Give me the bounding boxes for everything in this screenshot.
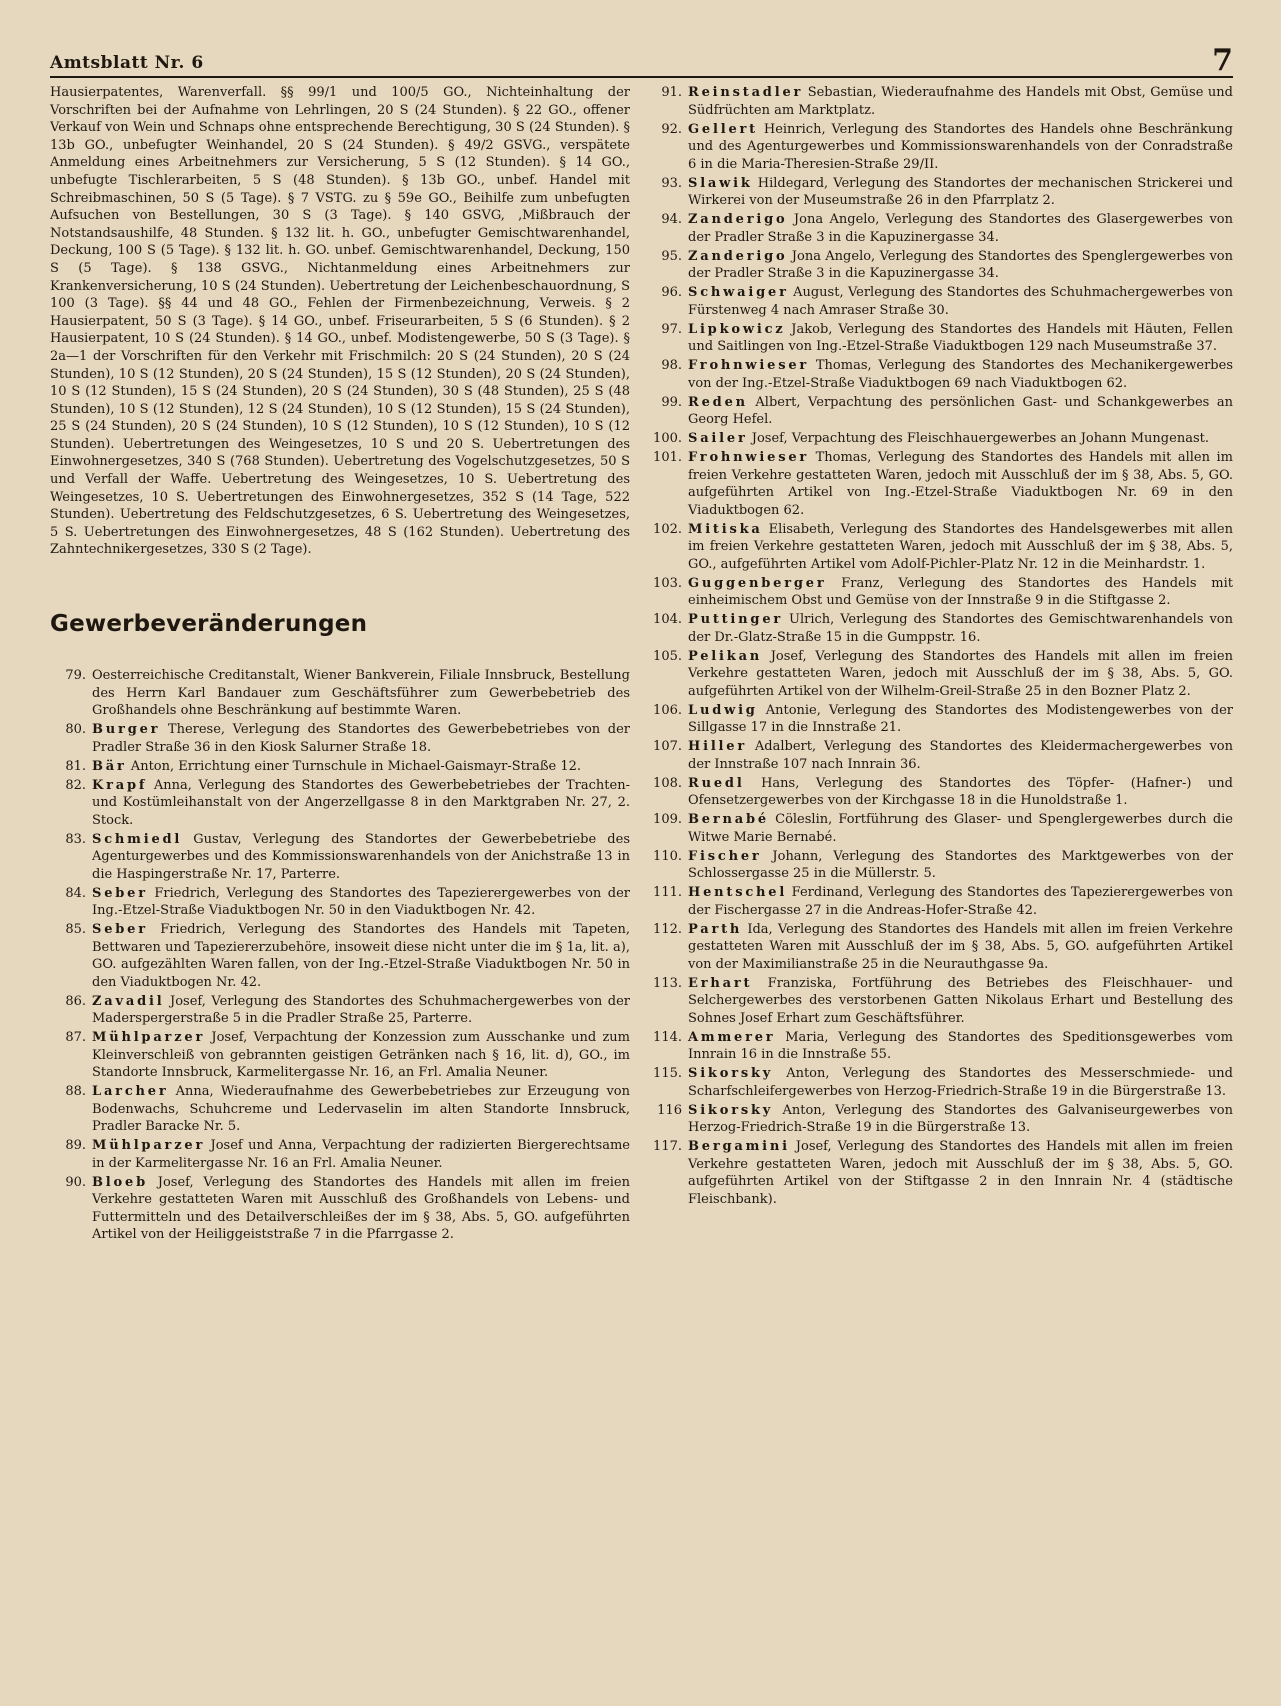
- entry-name: Mühlparzer: [92, 1030, 206, 1046]
- list-item: [50, 921, 630, 991]
- entry-text: [688, 175, 1233, 210]
- right-entry-list: [652, 84, 1233, 1208]
- entry-text: [688, 775, 1233, 810]
- entry-text: [688, 884, 1233, 919]
- entry-text: [688, 648, 1233, 701]
- left-column: [50, 84, 630, 1245]
- entry-text: [92, 1174, 630, 1244]
- entry-text: [688, 811, 1233, 846]
- list-item: [50, 1083, 630, 1136]
- list-item: [652, 211, 1233, 246]
- list-item: [50, 993, 630, 1028]
- entry-number: 84.: [65, 885, 86, 901]
- entry-text: [92, 921, 630, 991]
- entry-text: [688, 848, 1233, 883]
- list-item: [50, 885, 630, 920]
- entry-description: Ulrich, Verlegung des Standortes des Gemischtwarenhandels von der Dr.-Glatz-Straße 15 in die Gumppstr. 16.: [688, 612, 1233, 645]
- list-item: [50, 758, 630, 776]
- entry-text: [688, 84, 1233, 119]
- entry-name: Krapf: [92, 777, 148, 793]
- list-item: [652, 975, 1233, 1028]
- list-item: [652, 811, 1233, 846]
- entry-number: 97.: [661, 321, 682, 337]
- entry-description: Hildegard, Verlegung des Standortes der mechanischen Strickerei und Wirkerei von der Museumstraße 26 in den Pfarrplatz 2.: [688, 175, 1233, 208]
- list-item: [652, 430, 1233, 448]
- entry-text: [688, 1102, 1233, 1137]
- entry-text: [688, 449, 1233, 519]
- list-item: [652, 921, 1233, 974]
- entry-name: Reinstadler: [688, 85, 804, 100]
- entry-description: Josef, Verlegung des Standortes des Handels mit allen im freien Verkehre gestatteten Waren mit Ausschluß des Großhandels von Lebens- und Futtermitteln und des Detailverschleißes der im § 38, Abs. 5, GO. aufgeführten Artikel von der Heiliggeiststraße 7 in die Pfarrgasse 2.: [92, 1174, 630, 1243]
- entry-description: Josef, Verlegung des Standortes des Schuhmachergewerbes von der Maderspergerstraße 5 in die Pradler Straße 25, Parterre.: [92, 993, 630, 1027]
- entry-description: Friedrich, Verlegung des Standortes des Tapezierergewerbes von der Ing.-Etzel-Straße Viaduktbogen Nr. 50 in den Viaduktbogen Nr. 42.: [92, 885, 630, 919]
- entry-text: [92, 667, 630, 720]
- entry-description: Gustav, Verlegung des Standortes der Gewerbebetriebe des Agenturgewerbes und des Kommissionswarenhandels von der Anichstraße 13 in die Haspingerstraße Nr. 17, Parterre.: [92, 831, 630, 882]
- entry-text: [688, 211, 1233, 246]
- entry-name: Pelikan: [688, 648, 763, 664]
- entry-number: 99.: [661, 394, 682, 410]
- list-item: [652, 611, 1233, 646]
- entry-description: Anton, Verlegung des Standortes des Messerschmiede- und Scharfschleifergewerbes von Herzog-Friedrich-Straße 19 in die Bürgerstraße 13.: [688, 1066, 1233, 1099]
- entry-text: [688, 248, 1233, 283]
- entry-number: 115.: [653, 1066, 682, 1081]
- entry-number: 80.: [65, 722, 86, 738]
- entry-text: [688, 284, 1233, 319]
- entry-description: Cöleslin, Fortführung des Glaser- und Spenglergewerbes durch die Witwe Marie Bernabé.: [688, 812, 1233, 845]
- entry-name: Slawik: [688, 175, 753, 191]
- entry-number: 114.: [653, 1029, 682, 1045]
- entry-number: 109.: [653, 812, 682, 827]
- entry-number: 83.: [65, 831, 86, 847]
- entry-name: Zavadil: [92, 993, 165, 1009]
- list-item: [50, 1174, 630, 1244]
- entry-description: Maria, Verlegung des Standortes des Speditionsgewerbes vom Innrain 16 in die Innstraße 55.: [688, 1029, 1233, 1062]
- entry-description: Anna, Wiederaufnahme des Gewerbebetriebes zur Erzeugung von Bodenwachs, Schuhcreme und Ledervaselin im alten Standorte Innsbruck, Pradler Baracke Nr. 5.: [92, 1084, 630, 1135]
- entry-number: 117.: [653, 1139, 682, 1154]
- entry-number: 107.: [653, 739, 682, 754]
- entry-text: [92, 721, 630, 756]
- entry-name: Frohnwieser: [688, 450, 810, 465]
- entry-number: 103.: [653, 575, 682, 591]
- entry-number: 101.: [653, 450, 682, 465]
- list-item: [652, 357, 1233, 392]
- entry-text: [92, 831, 630, 884]
- entry-name: Schwaiger: [688, 285, 789, 300]
- entry-description: Franz, Verlegung des Standortes des Handels mit einheimischem Obst und Gemüse von der Innstraße 9 in die Stiftgasse 2.: [688, 575, 1233, 608]
- entry-name: Frohnwieser: [688, 358, 810, 373]
- entry-description: Anton, Verlegung des Standortes des Galvaniseurgewerbes von Herzog-Friedrich-Straße 19 in die Bürgerstraße 13.: [688, 1102, 1233, 1135]
- list-item: [652, 775, 1233, 810]
- entry-number: 82.: [65, 777, 86, 793]
- entry-description: Josef, Verpachtung der Konzession zum Ausschanke und zum Kleinverschleiß von gebrannten geistigen Getränken nach § 16, lit. d), GO., im Standorte Innsbruck, Karmelitergasse Nr. 16, an Frl. Amalia Neuner.: [92, 1030, 630, 1081]
- entry-name: Fischer: [688, 848, 762, 864]
- entry-number: 105.: [653, 648, 682, 664]
- entry-name: Sikorsky: [688, 1066, 774, 1081]
- entry-name: Mühlparzer: [92, 1138, 206, 1154]
- entry-name: Puttinger: [688, 612, 784, 627]
- entry-number: 113.: [653, 975, 682, 991]
- entry-number: 79.: [65, 668, 86, 684]
- entry-number: 94.: [661, 212, 682, 227]
- penalty-list-text: Hausierpatentes, Warenverfall. §§ 99/1 und 100/5 GO., Nichteinhaltung der Vorschriften bei der Aufnahme von Lehrlingen, 20 S (24 Stunden). § 22 GO., offener Verkauf von Wein und Schnaps ohne entsprechende Berechtigung, 30 S (24 Stunden). § 13b GO., unbefugter Weinhandel, 20 S (24 Stunden). § 49/2 GSVG., verspätete Anmeldung eines Arbeitnehmers zur Versicherung, 5 S (12 Stunden). § 14 GO., unbefugte Tischlerarbeiten, 5 S (48 Stunden). § 13b GO., unbef. Handel mit Schreibmaschinen, 50 S (5 Tage). § 7 VSTG. zu § 59e GO., Beihilfe zum unbefugten Aufsuchen von Bestellungen, 30 S (3 Tage). § 140 GSVG, ‚Mißbrauch der Notstandsaushilfe, 48 Stunden. § 132 lit. h. GO., unbefugter Gemischtwarenhandel, Deckung, 100 S (5 Tage). § 132 lit. h. GO. unbef. Gemischtwarenhandel, Deckung, 150 S (5 Tage). § 138 GSVG., Nichtanmeldung eines Arbeitnehmers zur Krankenversicherung, 10 S (24 Stunden). Uebertretung der Leichenbeschauordnung, S 100 (3 Tage). §§ 44 und 48 GO., Fehlen der Firmenbezeichnung, Verweis. § 2 Hausierpatent, 50 S (3 Tage). § 14 GO., unbef. Friseurarbeiten, 5 S (6 Stunden). § 2 Hausierpatent, 10 S (24 Stunden). § 14 GO., unbef. Modistengewerbe, 50 S (3 Tage). § 2a—1 der Vorschriften für den Verkehr mit Frischmilch: 20 S (24 Stunden), 20 S (24 Stunden), 10 S (12 Stunden), 20 S (24 Stunden), 15 S (12 Stunden), 20 S (24 Stunden), 10 S (12 Stunden), 15 S (24 Stunden), 20 S (24 Stunden), 30 S (48 Stunden), 25 S (48 Stunden), 10 S (12 Stunden), 12 S (24 Stunden), 10 S (12 Stunden), 15 S (24 Stunden), 25 S (24 Stunden), 20 S (24 Stunden), 10 S (12 Stunden), 10 S (12 Stunden), 10 S (12 Stunden). Uebertretungen des Weingesetzes, 10 S und 20 S. Uebertretungen des Einwohnergesetzes, 340 S (768 Stunden). Uebertretung des Vogelschutzgesetzes, 50 S und Verfall der Waffe. Uebertretung des Weingesetzes, 10 S. Uebertretung des Weingesetzes, 10 S. Uebertretungen des Einwohnergesetzes, 352 S (14 Tage, 522 Stunden). Uebertretung des Feldschutzgesetzes, 6 S. Uebertretung des Weingesetzes, 5 S. Uebertretungen des Einwohnergesetzes, 48 S (162 Stunden). Uebertretung des Zahntechnikergesetzes, 330 S (2 Tage).: [50, 85, 630, 558]
- entry-text: [688, 1065, 1233, 1100]
- entry-number: 100.: [653, 431, 682, 446]
- entry-number: 86.: [65, 993, 86, 1009]
- entry-name: Bergamini: [688, 1139, 790, 1154]
- entry-name: Lipkowicz: [688, 321, 786, 337]
- right-column: [652, 84, 1233, 1245]
- entry-description: Josef und Anna, Verpachtung der radizierten Biergerechtsame in der Karmelitergasse Nr. 16 an Frl. Amalia Neuner.: [92, 1138, 630, 1171]
- entry-number: 96.: [661, 285, 682, 300]
- entry-text: [688, 702, 1233, 737]
- entry-text: [92, 777, 630, 830]
- entry-text: [688, 1138, 1233, 1208]
- entry-description: Heinrich, Verlegung des Standortes des Handels ohne Beschränkung und des Agenturgewerbes und Kommissionswarenhandels von der Conradstraße 6 in die Maria-Theresien-Straße 29/II.: [688, 121, 1233, 172]
- entry-number: 104.: [653, 612, 682, 627]
- entry-number: 108.: [653, 775, 682, 791]
- entry-description: Josef, Verlegung des Standortes des Handels mit allen im freien Verkehre gestatteten Waren, jedoch mit Ausschluß der im § 38, Abs. 5, GO. aufgeführten Artikel von der Stiftgasse 2 in den Innrain Nr. 4 (städtische Fleischbank).: [688, 1139, 1233, 1207]
- entry-text: [688, 1029, 1233, 1064]
- entry-text: [688, 611, 1233, 646]
- entry-number: 106.: [653, 702, 682, 718]
- entry-description: Anna, Verlegung des Standortes des Gewerbebetriebes der Trachten- und Kostümleihanstalt von der Angerzellgasse 8 in den Marktgraben Nr. 27, 2. Stock.: [92, 777, 630, 828]
- entry-text: [92, 1083, 630, 1136]
- list-item: [50, 721, 630, 756]
- entry-number: 93.: [661, 175, 682, 191]
- page-header: [50, 42, 1233, 78]
- left-entry-list: [50, 667, 630, 1244]
- entry-description: Thomas, Verlegung des Standortes des Handels mit allen im freien Verkehre gestatteten Waren, jedoch mit Ausschluß der im § 38, Abs. 5, GO. aufgeführten Artikel von Ing.-Etzel-Straße Viaduktbogen Nr. 69 in den Viaduktbogen 62.: [688, 450, 1233, 518]
- entry-name: Bloeb: [92, 1174, 148, 1190]
- entry-text: [92, 758, 630, 776]
- entry-text: [688, 394, 1233, 429]
- list-item: [652, 1065, 1233, 1100]
- entry-description: Jona Angelo, Verlegung des Standortes des Glasergewerbes von der Pradler Straße 3 in die Kapuzinergasse 34.: [688, 212, 1233, 245]
- entry-text: [688, 738, 1233, 773]
- entry-description: Anton, Errichtung einer Turnschule in Michael-Gaismayr-Straße 12.: [126, 758, 582, 774]
- list-item: [652, 175, 1233, 210]
- entry-text: [688, 430, 1233, 448]
- entry-number: 116: [657, 1102, 682, 1118]
- list-item: [50, 667, 630, 720]
- entry-number: 110.: [653, 848, 682, 864]
- entry-text: [688, 321, 1233, 356]
- list-item: [652, 521, 1233, 574]
- list-item: [50, 1029, 630, 1082]
- entry-name: Seber: [92, 885, 148, 901]
- list-item: [652, 738, 1233, 773]
- list-item: [652, 575, 1233, 610]
- section-title: Gewerbeveränderungen: [50, 611, 368, 638]
- entry-description: Ferdinand, Verlegung des Standortes des Tapezierergewerbes von der Fischergasse 27 in die Andreas-Hofer-Straße 42.: [688, 885, 1233, 918]
- entry-description: Oesterreichische Creditanstalt, Wiener Bankverein, Filiale Innsbruck, Bestellung des Herrn Karl Bandauer zum Geschäftsführer zum Gewerbebetrieb des Großhandels ohne Beschränkung auf bestimmte Waren.: [92, 668, 630, 719]
- entry-number: 112.: [653, 921, 682, 937]
- entry-name: Zanderigo: [688, 212, 788, 227]
- entry-description: Antonie, Verlegung des Standortes des Modistengewerbes von der Sillgasse 17 in die Innstraße 21.: [688, 702, 1233, 735]
- entry-description: Josef, Verpachtung des Fleischhauergewerbes an Johann Mungenast.: [747, 431, 1209, 446]
- entry-description: Sebastian, Wiederaufnahme des Handels mit Obst, Gemüse und Südfrüchten am Marktplatz.: [688, 85, 1233, 118]
- entry-description: Adalbert, Verlegung des Standortes des Kleidermachergewerbes von der Innstraße 107 nach Innrain 36.: [688, 739, 1233, 772]
- gazette-title: Amtsblatt Nr. 6: [50, 53, 204, 73]
- entry-text: [92, 1029, 630, 1082]
- entry-number: 81.: [65, 758, 86, 774]
- entry-name: Hiller: [688, 739, 748, 754]
- entry-number: 102.: [653, 521, 682, 537]
- list-item: [50, 831, 630, 884]
- entry-name: Guggenberger: [688, 575, 827, 591]
- list-item: [652, 121, 1233, 174]
- entry-name: Zanderigo: [688, 248, 788, 264]
- entry-name: Parth: [688, 921, 743, 937]
- entry-description: Therese, Verlegung des Standortes des Gewerbebetriebes von der Pradler Straße 36 in den Kiosk Salurner Straße 18.: [92, 722, 630, 755]
- list-item: [652, 284, 1233, 319]
- entry-description: Jona Angelo, Verlegung des Standortes des Spenglergewerbes von der Pradler Straße 3 in die Kapuzinergasse 34.: [688, 248, 1233, 281]
- list-item: [652, 248, 1233, 283]
- entry-name: Ruedl: [688, 775, 745, 791]
- entry-name: Mitiska: [688, 521, 763, 537]
- entry-name: Sikorsky: [688, 1102, 774, 1118]
- entry-description: Elisabeth, Verlegung des Standortes des Handelsgewerbes mit allen im freien Verkehre gestatteten Waren, jedoch mit Ausschluß der im § 38, Abs. 5, GO., aufgeführten Artikel vom Adolf-Pichler-Platz Nr. 12 in die Meinhardstr. 1.: [688, 521, 1233, 572]
- entry-name: Burger: [92, 722, 161, 738]
- entry-name: Hentschel: [688, 885, 788, 900]
- entry-text: [92, 1137, 630, 1172]
- entry-name: Erhart: [688, 975, 753, 991]
- entry-number: 92.: [661, 121, 682, 137]
- entry-name: Ammerer: [688, 1029, 776, 1045]
- entry-description: Albert, Verpachtung des persönlichen Gast- und Schankgewerbes an Georg Hefel.: [688, 394, 1233, 427]
- entry-text: [92, 993, 630, 1028]
- list-item: [652, 1029, 1233, 1064]
- list-item: [50, 1137, 630, 1172]
- entry-number: 95.: [661, 248, 682, 264]
- list-item: [652, 884, 1233, 919]
- entry-name: Ludwig: [688, 702, 758, 718]
- entry-description: Ida, Verlegung des Standortes des Handels mit allen im freien Verkehre gestatteten Waren mit Ausschluß der im § 38, Abs. 5, GO. aufgeführten Artikel von der Maximilianstraße 25 in die Neurauthgasse 9a.: [688, 921, 1233, 972]
- entry-number: 111.: [653, 885, 682, 900]
- entry-number: 91.: [661, 85, 682, 100]
- list-item: [652, 394, 1233, 429]
- entry-text: [688, 121, 1233, 174]
- entry-name: Bernabé: [688, 812, 769, 827]
- entry-description: Johann, Verlegung des Standortes des Marktgewerbes von der Schlossergasse 25 in die Müllerstr. 5.: [688, 848, 1233, 881]
- entry-description: Franziska, Fortführung des Betriebes des Fleischhauer- und Selchergewerbes des verstorbenen Gatten Nikolaus Erhart und Bestellung des Sohnes Josef Erhart zum Geschäftsführer.: [688, 975, 1233, 1026]
- entry-name: Reden: [688, 394, 748, 410]
- entry-text: [688, 975, 1233, 1028]
- entry-number: 87.: [65, 1030, 86, 1046]
- list-item: [50, 777, 630, 830]
- entry-number: 98.: [661, 358, 682, 373]
- list-item: [652, 648, 1233, 701]
- two-column-body: [50, 84, 1233, 1245]
- entry-text: [688, 575, 1233, 610]
- entry-name: Schmiedl: [92, 831, 183, 847]
- page-number: 7: [1212, 43, 1233, 78]
- entry-text: [688, 921, 1233, 974]
- entry-description: Josef, Verlegung des Standortes des Handels mit allen im freien Verkehre gestatteten Waren, jedoch mit Ausschluß der im § 38, Abs. 5, GO. aufgeführten Artikel von der Wilhelm-Greil-Straße 25 in den Bozner Platz 2.: [688, 648, 1233, 699]
- entry-name: Larcher: [92, 1084, 169, 1100]
- entry-number: 88.: [65, 1084, 86, 1100]
- list-item: [652, 848, 1233, 883]
- list-item: [652, 702, 1233, 737]
- list-item: [652, 84, 1233, 119]
- entry-text: [688, 521, 1233, 574]
- list-item: [652, 321, 1233, 356]
- entry-description: Friedrich, Verlegung des Standortes des Handels mit Tapeten, Bettwaren und Tapeziererzubehöre, insoweit diese nicht unter die im § 1a, lit. a), GO. aufgezählten Waren fallen, von der Ing.-Etzel-Straße Viaduktbogen Nr. 50 in den Viaduktbogen Nr. 42.: [92, 922, 630, 990]
- entry-number: 90.: [65, 1174, 86, 1190]
- entry-text: [688, 357, 1233, 392]
- entry-description: August, Verlegung des Standortes des Schuhmachergewerbes von Fürstenweg 4 nach Amraser Straße 30.: [688, 285, 1233, 318]
- entry-name: Sailer: [688, 431, 748, 446]
- entry-number: 85.: [65, 922, 86, 938]
- entry-text: [92, 885, 630, 920]
- entry-number: 89.: [65, 1138, 86, 1154]
- entry-description: Thomas, Verlegung des Standortes des Mechanikergewerbes von der Ing.-Etzel-Straße Viaduktbogen 69 nach Viaduktbogen 62.: [688, 358, 1233, 391]
- list-item: [652, 1138, 1233, 1208]
- list-item: [652, 1102, 1233, 1137]
- entry-name: Seber: [92, 922, 148, 938]
- entry-description: Hans, Verlegung des Standortes des Töpfer- (Hafner-) und Ofensetzergewerbes von der Kirchgasse 18 in die Hunoldstraße 1.: [688, 775, 1233, 808]
- entry-description: Jakob, Verlegung des Standortes des Handels mit Häuten, Fellen und Saitlingen von Ing.-Etzel-Straße Viaduktbogen 129 nach Museumstraße 37.: [688, 321, 1233, 354]
- list-item: [652, 449, 1233, 519]
- entry-name: Bär: [92, 758, 127, 774]
- entry-name: Gellert: [688, 121, 758, 137]
